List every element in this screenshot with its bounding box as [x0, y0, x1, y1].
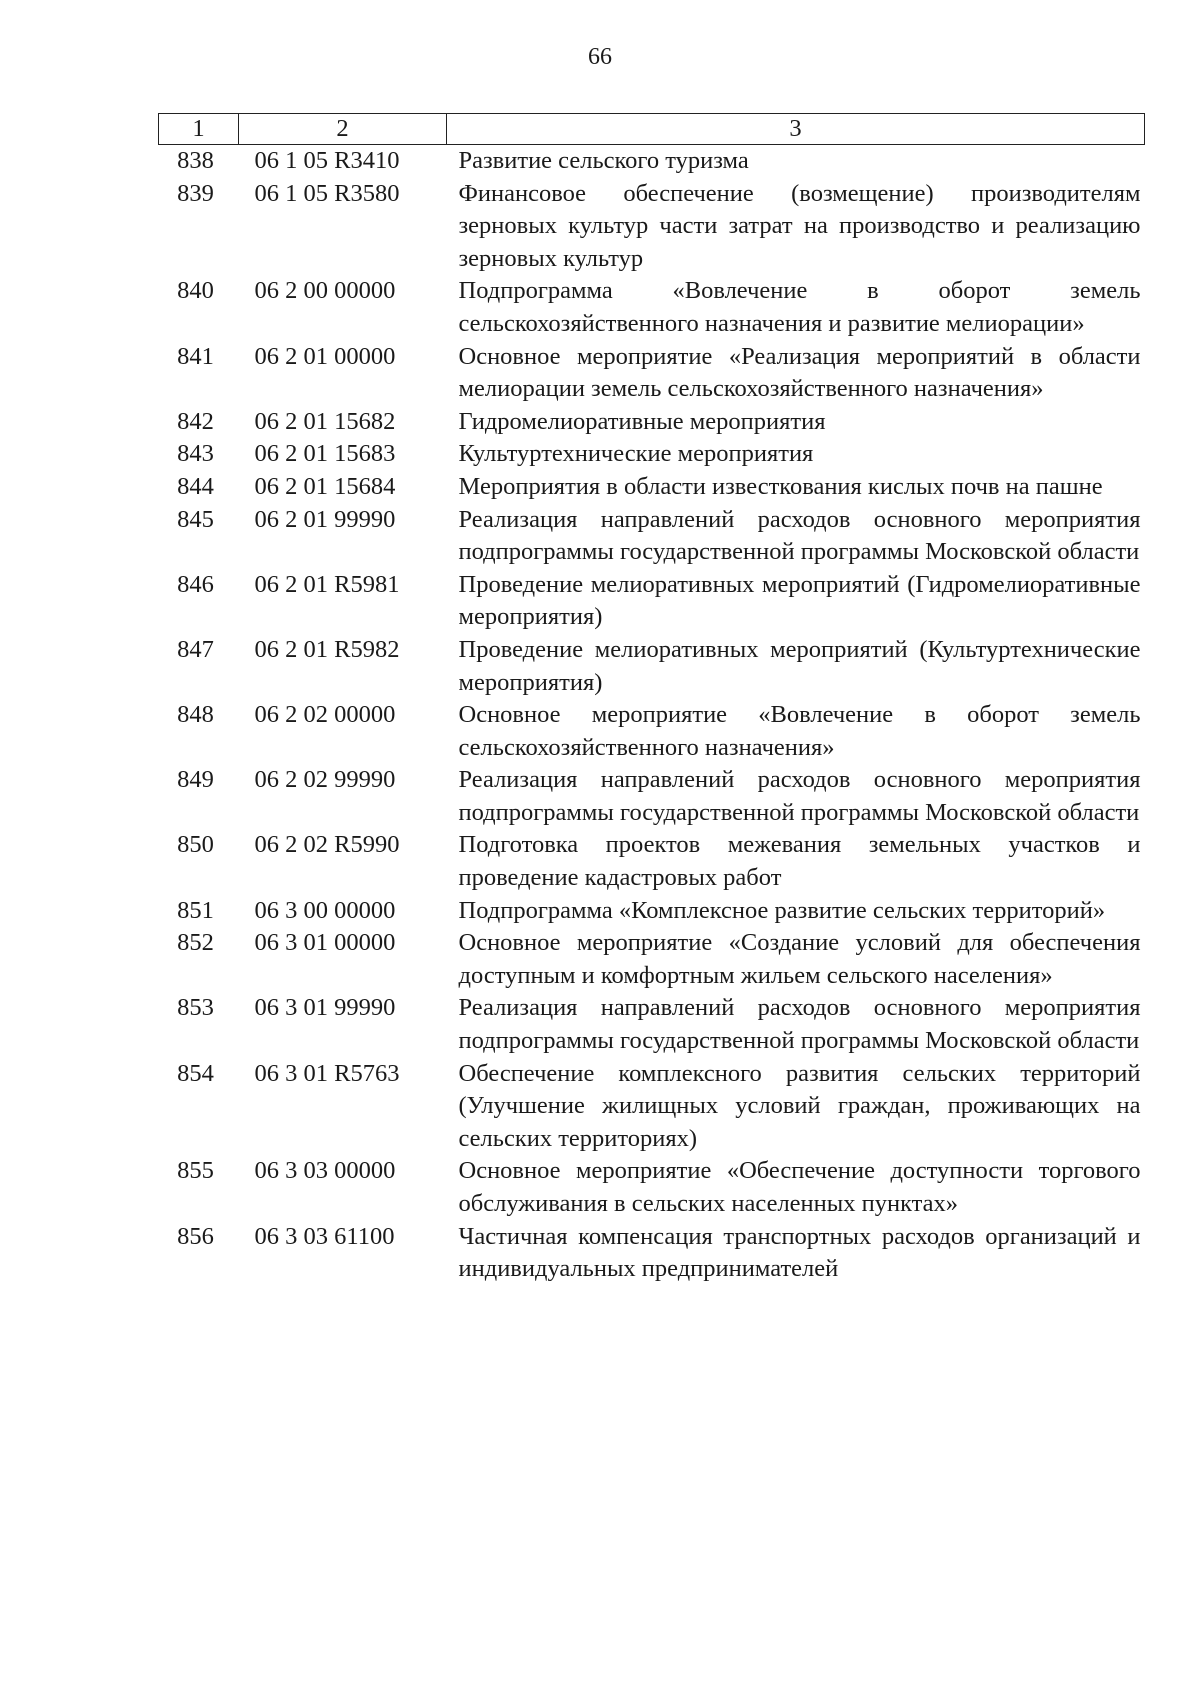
budget-classification-table — [158, 113, 1145, 1286]
row-number: 850 — [177, 831, 214, 859]
row-code: 06 3 03 61100 — [254, 1222, 395, 1250]
row-number: 844 — [177, 472, 214, 500]
column-header-3: 3 — [447, 114, 1145, 145]
row-description: Реализация направлений расходов основного мероприятия подпрограммы государственной программы Московской области — [458, 766, 1141, 826]
row-number: 853 — [177, 994, 214, 1022]
row-code: 06 3 03 00000 — [254, 1157, 396, 1185]
table-row — [159, 145, 1145, 178]
row-code: 06 2 02 00000 — [254, 701, 396, 729]
row-description: Подпрограмма «Вовлечение в оборот земель сельскохозяйственного назначения и развитие мелиорации» — [458, 277, 1141, 337]
table-row — [159, 471, 1145, 504]
row-description: Частичная компенсация транспортных расходов организаций и индивидуальных предпринимателей — [458, 1222, 1141, 1283]
row-code: 06 2 01 R5981 — [254, 570, 400, 598]
column-header-1: 1 — [159, 114, 239, 145]
row-number: 849 — [177, 766, 214, 794]
row-description: Мероприятия в области известкования кислых почв на пашне — [458, 472, 1103, 500]
row-description: Основное мероприятие «Реализация мероприятий в области мелиорации земель сельскохозяйственного назначения» — [458, 342, 1141, 403]
row-code: 06 1 05 R3410 — [254, 147, 400, 174]
row-description: Обеспечение комплексного развития сельских территорий (Улучшение жилищных условий граждан, проживающих на сельских территориях) — [458, 1059, 1141, 1152]
table-row — [159, 504, 1145, 569]
row-code: 06 2 01 15684 — [254, 472, 396, 500]
row-number: 841 — [177, 342, 214, 370]
row-number: 840 — [177, 277, 214, 305]
table-row — [159, 1058, 1145, 1156]
row-description: Финансовое обеспечение (возмещение) производителям зерновых культур части затрат на производство и реализацию зерновых культур — [458, 179, 1141, 272]
row-code: 06 1 05 R3580 — [254, 179, 400, 207]
row-code: 06 2 01 00000 — [254, 342, 396, 370]
table-row — [159, 569, 1145, 634]
table-row — [159, 341, 1145, 406]
row-description: Проведение мелиоративных мероприятий (Культуртехнические мероприятия) — [458, 635, 1141, 696]
row-code: 06 3 01 R5763 — [254, 1059, 400, 1087]
row-number: 846 — [177, 570, 214, 598]
row-code: 06 2 01 R5982 — [254, 635, 400, 663]
row-number: 839 — [177, 179, 214, 207]
row-description: Реализация направлений расходов основного мероприятия подпрограммы государственной программы Московской области — [458, 505, 1141, 566]
table-row — [159, 634, 1145, 699]
table-row — [159, 275, 1145, 340]
row-code: 06 3 01 99990 — [254, 994, 396, 1022]
row-description: Гидромелиоративные мероприятия — [458, 407, 826, 435]
row-description: Проведение мелиоративных мероприятий (Гидромелиоративные мероприятия) — [458, 570, 1141, 631]
row-description: Реализация направлений расходов основного мероприятия подпрограммы государственной программы Московской области — [458, 994, 1141, 1055]
row-description: Основное мероприятие «Создание условий для обеспечения доступным и комфортным жильем сельского населения» — [458, 929, 1141, 989]
table-row — [159, 764, 1145, 829]
row-number: 854 — [177, 1059, 214, 1087]
table-row — [159, 895, 1145, 928]
row-code: 06 3 01 00000 — [254, 929, 396, 957]
table-header-row — [159, 114, 1145, 145]
page-number: 66 — [588, 44, 612, 70]
row-code: 06 2 01 99990 — [254, 505, 396, 533]
row-number: 856 — [177, 1222, 214, 1250]
row-number: 838 — [177, 147, 214, 174]
row-number: 843 — [177, 440, 214, 468]
row-description: Культуртехнические мероприятия — [458, 440, 814, 468]
table-row — [159, 829, 1145, 894]
table-row — [159, 178, 1145, 276]
column-header-2: 2 — [239, 114, 447, 145]
table-row — [159, 699, 1145, 764]
row-description: Подпрограмма «Комплексное развитие сельских территорий» — [458, 896, 1106, 924]
row-number: 852 — [177, 929, 214, 957]
row-number: 847 — [177, 635, 214, 663]
table-row — [159, 992, 1145, 1057]
table-row — [159, 1155, 1145, 1220]
row-description: Развитие сельского туризма — [458, 147, 749, 174]
row-description: Основное мероприятие «Вовлечение в оборот земель сельскохозяйственного назначения» — [458, 701, 1141, 761]
table-row — [159, 406, 1145, 439]
row-number: 845 — [177, 505, 214, 533]
table-row — [159, 927, 1145, 992]
row-description: Основное мероприятие «Обеспечение доступности торгового обслуживания в сельских населенных пунктах» — [458, 1157, 1141, 1217]
table-body — [159, 145, 1145, 1286]
row-number: 842 — [177, 407, 214, 435]
table-row — [159, 438, 1145, 471]
row-code: 06 2 02 R5990 — [254, 831, 400, 859]
row-code: 06 2 01 15682 — [254, 407, 396, 435]
row-code: 06 2 00 00000 — [254, 277, 396, 305]
table-row — [159, 1221, 1145, 1286]
row-description: Подготовка проектов межевания земельных участков и проведение кадастровых работ — [458, 831, 1141, 892]
row-number: 851 — [177, 896, 214, 924]
row-number: 848 — [177, 701, 214, 729]
row-code: 06 2 02 99990 — [254, 766, 396, 794]
row-code: 06 2 01 15683 — [254, 440, 396, 468]
row-code: 06 3 00 00000 — [254, 896, 396, 924]
row-number: 855 — [177, 1157, 214, 1185]
